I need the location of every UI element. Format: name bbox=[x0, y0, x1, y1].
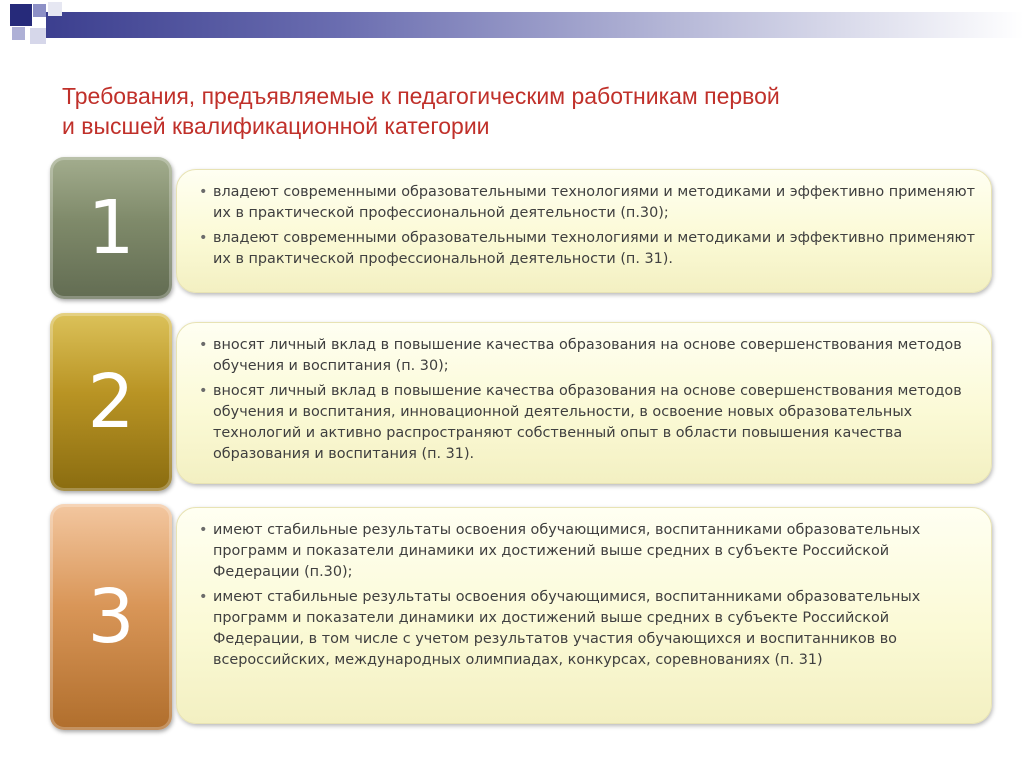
requirements-panel-1 bbox=[176, 169, 992, 293]
bullet-icon: • bbox=[199, 589, 208, 605]
bullet-text: вносят личный вклад в повышение качества образования на основе совершенствования методов обучения и воспитания (п. 30); bbox=[213, 337, 962, 374]
bullet-icon: • bbox=[199, 337, 208, 353]
number-box-1 bbox=[50, 157, 172, 299]
requirements-panel-3 bbox=[176, 507, 992, 724]
decor-square bbox=[12, 27, 25, 40]
number-label: 3 bbox=[87, 574, 135, 660]
title-line-2: и высшей квалификационной категории bbox=[62, 113, 490, 139]
list-item bbox=[199, 182, 977, 224]
bullet-icon: • bbox=[199, 522, 208, 538]
slide-title bbox=[62, 81, 962, 141]
bullet-text: владеют современными образовательными технологиями и методиками и эффективно применяют их в практической профессиональной деятельности (п. 31). bbox=[213, 230, 975, 267]
bullet-icon: • bbox=[199, 383, 208, 399]
list-item bbox=[199, 520, 977, 583]
requirements-panel-2 bbox=[176, 322, 992, 484]
bullet-text: имеют стабильные результаты освоения обучающимися, воспитанниками образовательных программ и показатели динамики их достижений выше средних в субъекте Российской Федерации (п.30); bbox=[213, 522, 921, 580]
list-item bbox=[199, 228, 977, 270]
decor-square bbox=[33, 4, 46, 17]
bullet-icon: • bbox=[199, 184, 208, 200]
bullet-list bbox=[199, 335, 977, 469]
decor-square bbox=[30, 28, 46, 44]
bullet-text: имеют стабильные результаты освоения обучающимися, воспитанниками образовательных программ и показатели динамики их достижений выше средних в субъекте Российской Федерации, в том числе с учетом результатов участия обучающихся и воспитанников во всероссийских, международных олимпиадах, конкурсах, соревнованиях (п. 31) bbox=[213, 589, 921, 668]
bullet-list bbox=[199, 182, 977, 274]
title-line-1: Требования, предъявляемые к педагогическим работникам первой bbox=[62, 83, 780, 109]
bullet-list bbox=[199, 520, 977, 675]
list-item bbox=[199, 587, 977, 671]
number-box-2 bbox=[50, 313, 172, 491]
bullet-text: владеют современными образовательными технологиями и методиками и эффективно применяют их в практической профессиональной деятельности (п.30); bbox=[213, 184, 975, 221]
list-item bbox=[199, 335, 977, 377]
number-label: 1 bbox=[87, 185, 135, 271]
bullet-icon: • bbox=[199, 230, 208, 246]
decor-square bbox=[10, 4, 32, 26]
list-item bbox=[199, 381, 977, 465]
bullet-text: вносят личный вклад в повышение качества образования на основе совершенствования методов обучения и воспитания, инновационной деятельности, в освоение новых образовательных технологий и активно распространяют собственный опыт в области повышения качества образования и воспитания (п. 31). bbox=[213, 383, 962, 462]
decor-square bbox=[48, 2, 62, 16]
header-gradient-bar bbox=[46, 12, 1024, 38]
number-label: 2 bbox=[87, 359, 135, 445]
number-box-3 bbox=[50, 504, 172, 730]
